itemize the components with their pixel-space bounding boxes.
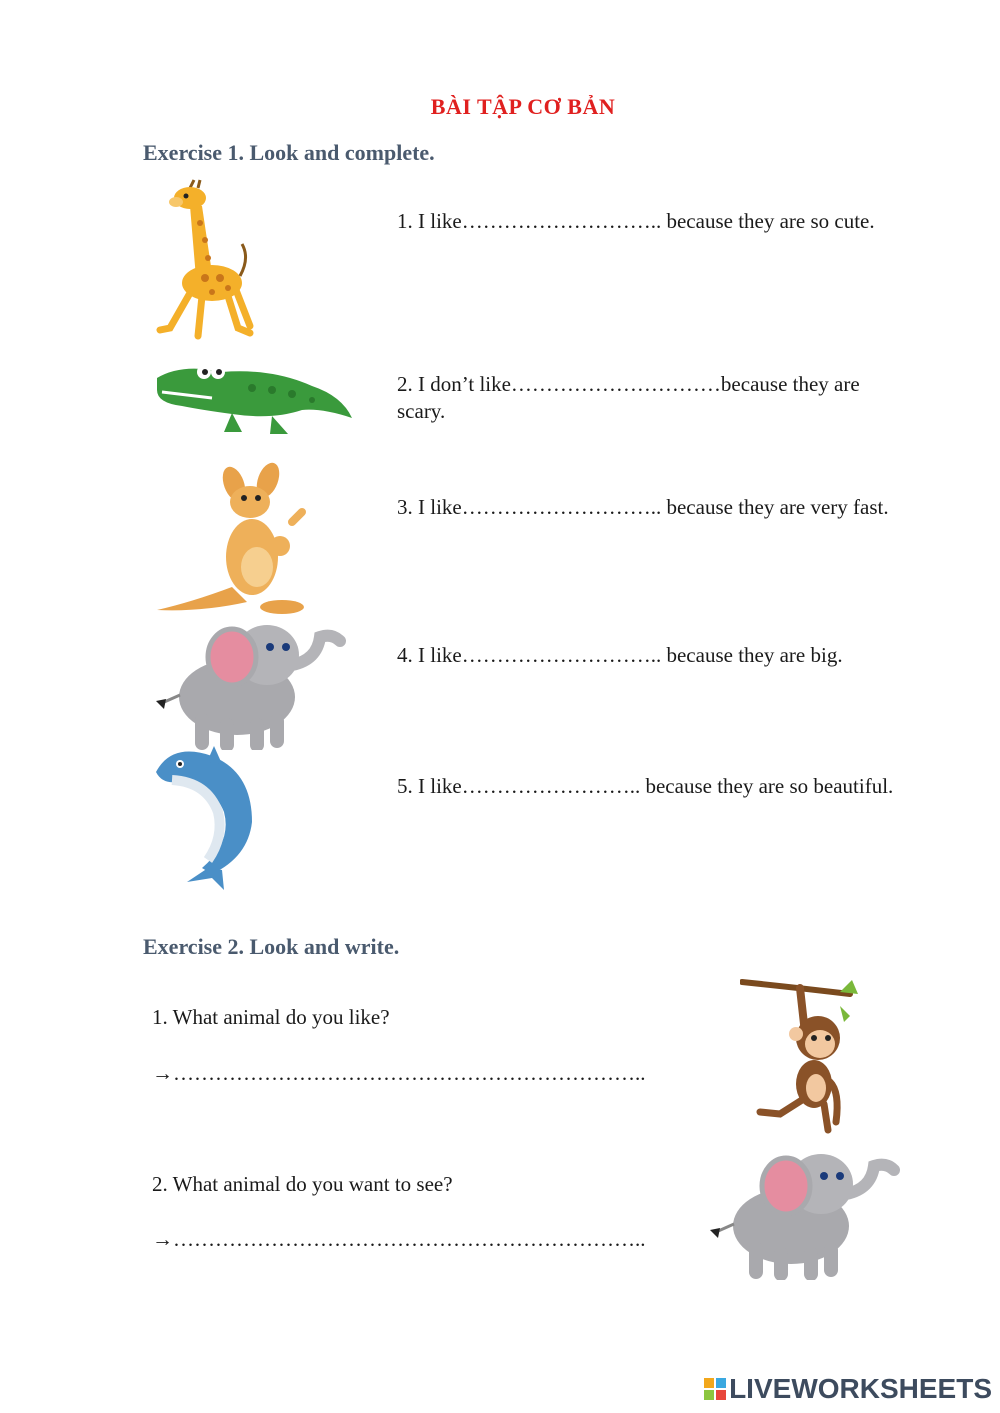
exercise-1-item-2[interactable]: 2. I don’t like…………………………because they are scary. bbox=[397, 372, 860, 423]
logo-mark-icon bbox=[704, 1378, 726, 1400]
exercise-2-answer-1[interactable]: →………………………………………………………….. bbox=[152, 1061, 646, 1085]
exercise-1-item-5[interactable]: 5. I like…………………….. because they are so beautiful. bbox=[397, 774, 894, 798]
crocodile-image bbox=[152, 358, 357, 438]
exercise-2-question-1: 1. What animal do you like? bbox=[152, 1005, 390, 1029]
exercise-1-item-1[interactable]: 1. I like……………………….. because they are so cute. bbox=[397, 209, 875, 233]
elephant-image bbox=[152, 615, 347, 750]
monkey-image bbox=[740, 972, 862, 1142]
exercise-2-answer-2[interactable]: →………………………………………………………….. bbox=[152, 1227, 646, 1251]
logo-text: LIVEWORKSHEETS bbox=[729, 1373, 992, 1404]
elephant-image-2 bbox=[706, 1142, 901, 1280]
liveworksheets-logo bbox=[704, 1373, 992, 1405]
exercise-1-item-4[interactable]: 4. I like……………………….. because they are big. bbox=[397, 643, 843, 667]
exercise-2-heading: Exercise 2. Look and write. bbox=[143, 934, 400, 959]
giraffe-image bbox=[150, 178, 270, 343]
exercise-1-heading: Exercise 1. Look and complete. bbox=[143, 140, 435, 165]
exercise-2-question-2: 2. What animal do you want to see? bbox=[152, 1172, 453, 1196]
page-title: BÀI TẬP CƠ BẢN bbox=[430, 94, 616, 119]
kangaroo-image bbox=[152, 462, 312, 617]
dolphin-image bbox=[152, 742, 262, 892]
exercise-1-item-3[interactable]: 3. I like……………………….. because they are very fast. bbox=[397, 495, 889, 519]
